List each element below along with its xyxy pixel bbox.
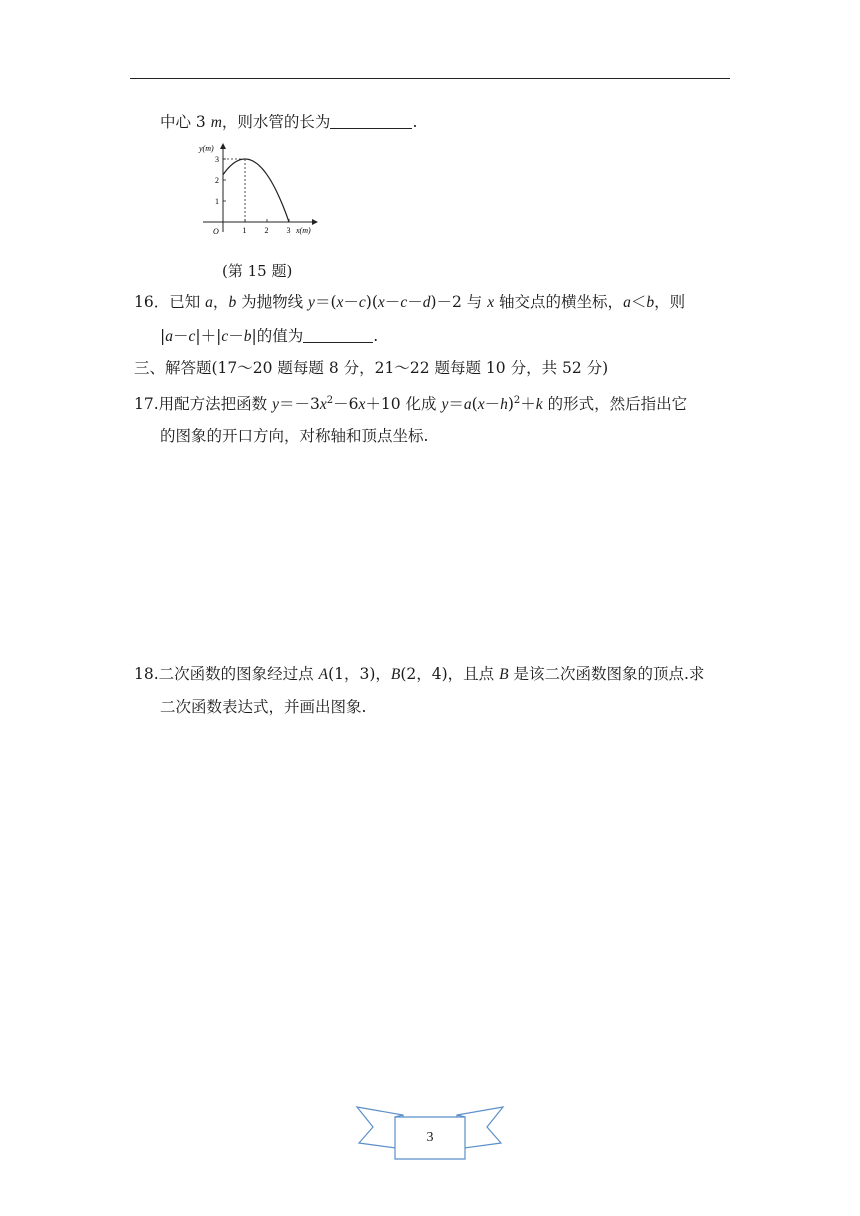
parabola-curve xyxy=(223,159,289,222)
x-tick-label: 3 xyxy=(286,226,291,235)
q15-caption: (第 15 题) xyxy=(222,262,293,280)
q15-graph xyxy=(195,140,325,240)
section-heading: 三、解答题(17～20 题每题 8 分，21～22 题每题 10 分，共 52 分) xyxy=(134,359,609,377)
q17-line1: 17.用配方法把函数 $y=-3x^2-6x+10$ 化成 $y=a(x-h)^2+k$ 的形式，然后指出它 xyxy=(134,395,688,413)
q15-line: 中心 3 m，则水管的长为 . xyxy=(160,113,418,131)
y-axis-label: y(m) xyxy=(199,144,214,153)
q17-line2: 的图象的开口方向，对称轴和顶点坐标. xyxy=(160,427,429,445)
x-ticks xyxy=(243,219,291,235)
origin-label: O xyxy=(213,227,219,236)
y-tick-label: 2 xyxy=(215,176,219,185)
y-tick-label: 3 xyxy=(215,155,219,164)
header-rule xyxy=(130,78,730,79)
q16-line1: 16．已知 a，b 为抛物线 y＝(x－c)(x－c－d)－2 与 x 轴交点的横坐标，a＜b，则 xyxy=(134,293,686,311)
y-tick-label: 1 xyxy=(215,197,219,206)
x-tick-label: 2 xyxy=(264,226,269,235)
q16-line2: |a－c|＋|c－b|的值为 . xyxy=(160,327,379,345)
x-tick-label: 1 xyxy=(242,226,247,235)
x-axis-label: x(m) xyxy=(296,226,311,235)
q18-line1: 18.二次函数的图象经过点 A(1，3)，B(2，4)，且点 B 是该二次函数图象的顶点.求 xyxy=(134,665,705,683)
page-number: 3 xyxy=(426,1130,434,1145)
q18-line2: 二次函数表达式，并画出图象. xyxy=(160,698,367,716)
answer-blank[interactable] xyxy=(330,114,412,129)
y-ticks xyxy=(215,155,226,206)
answer-blank[interactable] xyxy=(303,328,373,343)
